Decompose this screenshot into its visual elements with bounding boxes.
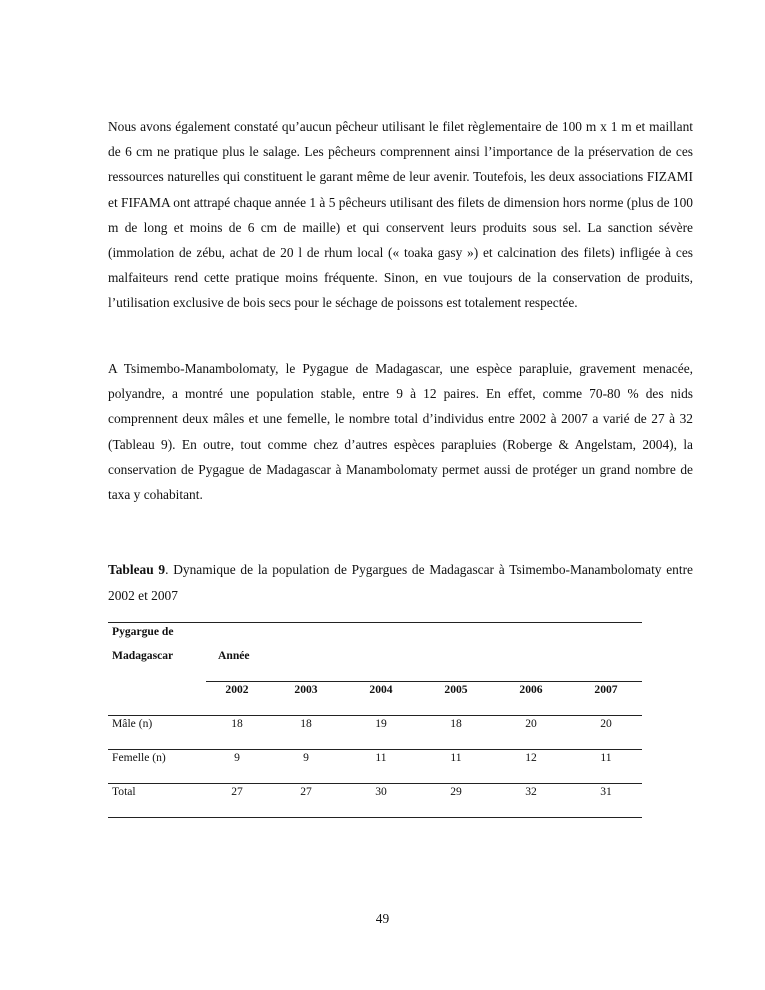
table-year-header: 2005	[444, 683, 468, 696]
body-paragraph-1: Nous avons également constaté qu’aucun pêcheur utilisant le filet règlementaire de 100 m x 1 m et maillant de 6 cm ne pratique plus le salage. Les pêcheurs comprennent ainsi l’importance de la préservation de ces ressources naturelles qui constituent le garant même de leur avenir. Toutefois, les deux associations FIZAMI et FIFAMA ont attrapé chaque année 1 à 5 pêcheurs utilisant des filets de dimension hors norme (plus de 100 m de long et moins de 6 cm de maille) et qui conservent leurs produits sous sel. La sanction sévère (immolation de zébu, achat de 20 l de rhum local (« toaka gasy ») et calcination des filets) infligée à ces malfaiteurs rend cette pratique moins fréquente. Sinon, en vue toujours de la conservation de produits, l’utilisation exclusive de bois secs pour le séchage de poissons est totalement respectée.	[108, 119, 693, 311]
page-number: 49	[375, 911, 390, 926]
table-year-header: 2006	[519, 683, 543, 696]
table-cell: 12	[525, 751, 537, 764]
table-cell: 19	[375, 717, 387, 730]
table-row-rule	[108, 783, 642, 784]
table-cell: 11	[375, 751, 387, 764]
population-table	[108, 622, 642, 818]
table-cell: 30	[375, 785, 387, 798]
body-paragraph-2: A Tsimembo-Manambolomaty, le Pygague de Madagascar, une espèce parapluie, gravement menacée, polyandre, a montré une population stable, entre 9 à 12 paires. En effet, comme 70-80 % des nids comprennent deux mâles et une femelle, le nombre total d’individus entre 2002 à 2007 a varié de 27 à 32 (Tableau 9). En outre, tout comme chez d’autres espèces parapluies (Roberge & Angelstam, 2004), la conservation de Pygague de Madagascar à Manambolomaty permet aussi de protéger un grand nombre de taxa y cohabitant.	[108, 361, 693, 503]
table-bottom-rule	[108, 817, 642, 818]
table-caption-text: . Dynamique de la population de Pygargues de Madagascar à Tsimembo-Manambolomaty entre 2002 et 2007	[108, 562, 693, 603]
table-corner-header-line2: Madagascar	[112, 649, 174, 662]
table-cell: 32	[525, 785, 537, 798]
table-cell: 18	[300, 717, 312, 730]
table-cell: 31	[600, 785, 612, 798]
table-group-header: Année	[218, 649, 250, 662]
table-row-rule	[108, 749, 642, 750]
table-cell: 18	[231, 717, 243, 730]
table-top-rule	[108, 622, 642, 623]
table-caption	[108, 557, 693, 608]
table-row-label: Mâle (n)	[112, 717, 153, 730]
table-cell: 18	[450, 717, 462, 730]
table-row-label: Femelle (n)	[112, 751, 166, 764]
table-header-rule	[108, 715, 642, 716]
table-cell: 9	[303, 751, 309, 764]
table-corner-header-line1: Pygargue de	[112, 625, 174, 638]
table-cell: 27	[231, 785, 243, 798]
table-cell: 9	[234, 751, 240, 764]
table-cell: 20	[600, 717, 612, 730]
table-year-rule	[206, 681, 642, 682]
table-caption-label: Tableau 9	[108, 562, 166, 577]
table-cell: 11	[450, 751, 462, 764]
table-year-header: 2003	[294, 683, 318, 696]
table-cell: 11	[600, 751, 612, 764]
table-cell: 29	[450, 785, 462, 798]
table-cell: 27	[300, 785, 312, 798]
table-year-header: 2002	[225, 683, 249, 696]
table-cell: 20	[525, 717, 537, 730]
table-year-header: 2007	[594, 683, 618, 696]
table-year-header: 2004	[369, 683, 393, 696]
table-row-label: Total	[112, 785, 136, 798]
